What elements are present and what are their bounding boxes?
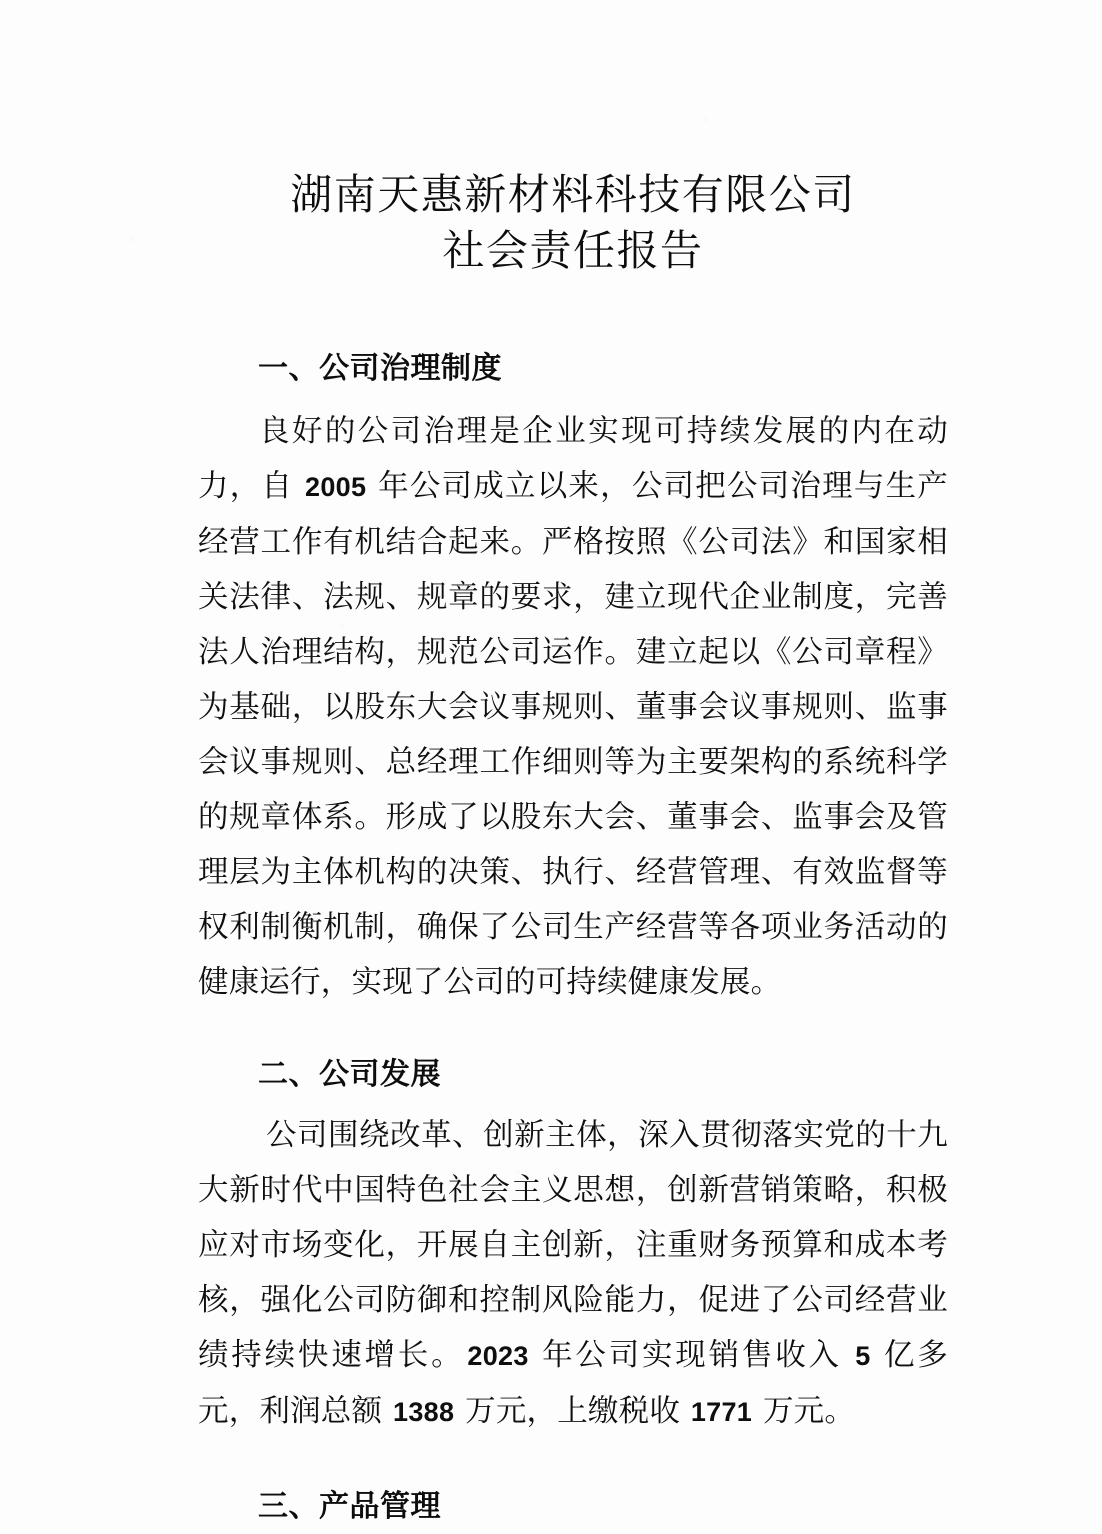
section-paragraph-governance: 良好的公司治理是企业实现可持续发展的内在动力，自 2005 年公司成立以来，公司把公司治理与生产经营工作有机结合起来。严格按照《公司法》和国家相关法律、法规、规章的要求，建立现代企业制度，完善法人治理结构，规范公司运作。建立起以《公司章程》为基础，以股东大会议事规则、董事会议事规则、监事会议事规则、总经理工作细则等为主要架构的系统科学的规章体系。形成了以股东大会、董事会、监事会及管理层为主体机构的决策、执行、经营管理、有效监督等权利制衡机制，确保了公司生产经营等各项业务活动的健康运行，实现了公司的可持续健康发展。 [198,414,948,999]
section-paragraph-development: 公司围绕改革、创新主体，深入贯彻落实党的十九大新时代中国特色社会主义思想，创新营销策略，积极应对市场变化，开展自主创新，注重财务预算和成本考核，强化公司防御和控制风险能力，促进了公司经营业绩持续快速增长。 2023 年公司实现销售收入 5 亿多元，利润总额 1388 万元，上缴税收 1771 万元。 [198,1118,948,1428]
section-heading-development: 二、公司发展 [258,1058,441,1091]
title-line-report: 社会责任报告 [442,229,704,275]
document-content [198,0,948,1534]
page-title [198,0,948,280]
section-heading-governance: 一、公司治理制度 [258,352,502,385]
section-heading-product-management: 三、产品管理 [258,1490,441,1523]
title-line-company: 湖南天惠新材料科技有限公司 [290,173,856,219]
